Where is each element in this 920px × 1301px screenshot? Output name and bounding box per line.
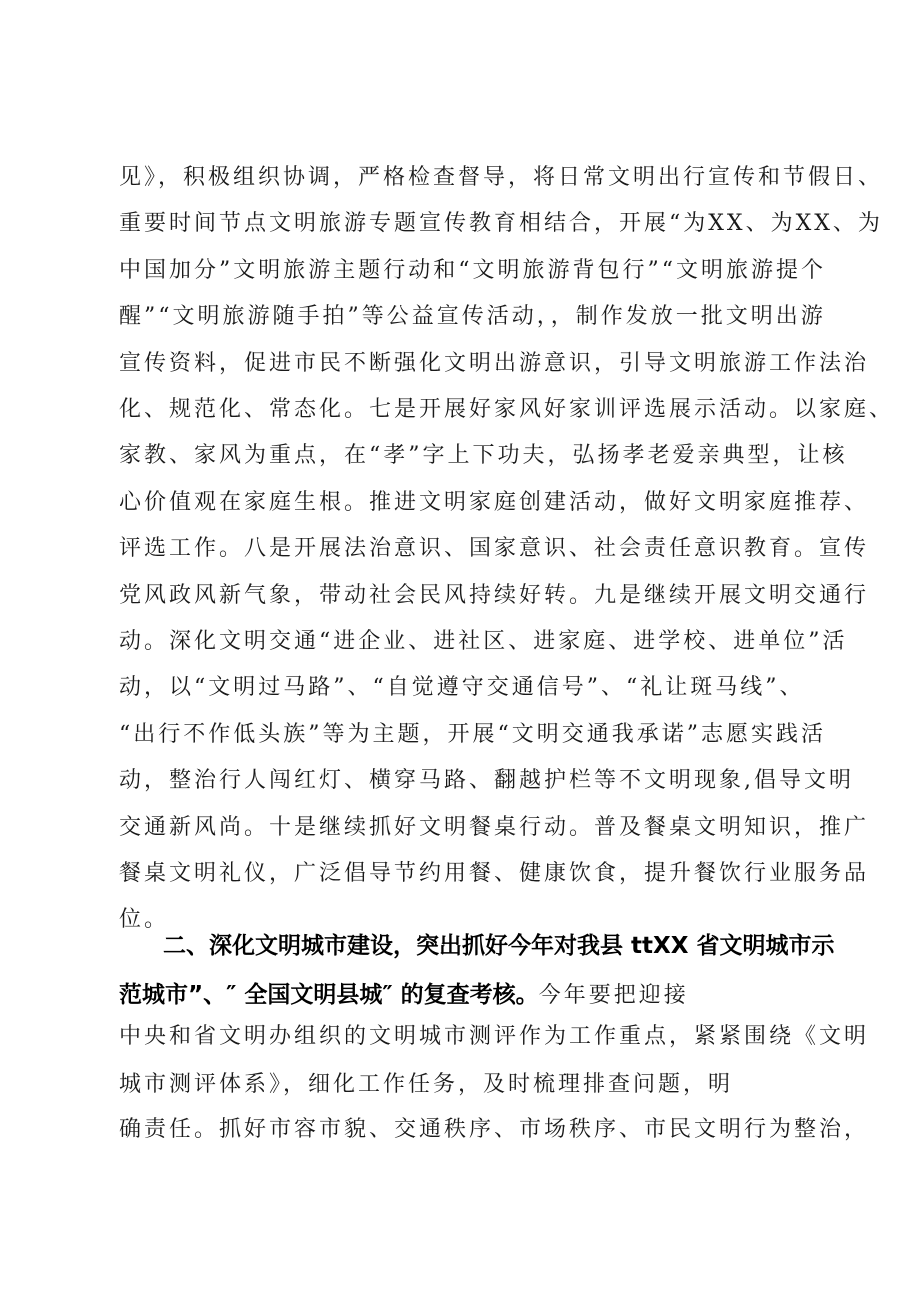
- section-heading-line-two: [119, 980, 689, 1011]
- paragraph-two-line: 中央和省文明办组织的文明城市测评作为工作重点，紧紧围绕《文明: [119, 1024, 870, 1049]
- paragraph-two-line: 城市测评体系》，细化工作任务，及时梳理排查问题，明: [119, 1072, 734, 1097]
- paragraph-one-line: 醒”“文明旅游随手拍”等公益宣传活动，，制作发放一批文明出游: [119, 304, 826, 329]
- paragraph-one-line: 位。: [119, 907, 170, 932]
- paragraph-one-line: 心价值观在家庭生根。推进文明家庭创建活动，做好文明家庭推荐、: [119, 490, 870, 515]
- section-heading-tail-text: 今年要把迎接: [538, 983, 689, 1008]
- paragraph-one-line: 化、规范化、常态化。七是开展好家风好家训评选展示活动。以家庭、: [119, 397, 895, 422]
- paragraph-one-line: 中国加分”文明旅游主题行动和“文明旅游背包行”“文明旅游提个: [119, 258, 826, 283]
- section-heading-line-one: 二、深化文明城市建设，突出抓好今年对我县 ttXX 省文明城市示: [163, 933, 835, 959]
- paragraph-two-line: 确责任。抓好市容市貌、交通秩序、市场秩序、市民文明行为整治，: [119, 1117, 870, 1142]
- paragraph-one-line: 家教、家风为重点，在“孝”字上下功夫，弘扬孝老爱亲典型，让核: [119, 443, 848, 468]
- section-heading-bold-text: 范城市”、″ 全国文明县城″ 的复查考核。: [119, 982, 539, 1008]
- paragraph-one-line: 重要时间节点文明旅游专题宣传教育相结合，开展“为XX、为XX、为: [119, 211, 883, 236]
- paragraph-one-line: “出行不作低头族”等为主题，开展“文明交通我承诺”志愿实践活: [119, 722, 826, 747]
- paragraph-one-line: 见》，积极组织协调，严格检查督导，将日常文明出行宣传和节假日、: [119, 165, 884, 190]
- paragraph-one-line: 动。深化文明交通“进企业、进社区、进家庭、进学校、进单位”活: [119, 629, 848, 654]
- paragraph-one-line: 餐桌文明礼仪，广泛倡导节约用餐、健康饮食，提升餐饮行业服务品: [119, 861, 870, 886]
- paragraph-one-line: 评选工作。八是开展法治意识、国家意识、社会责任意识教育。宣传: [119, 536, 870, 561]
- paragraph-one-line: 动，以“文明过马路”、“自觉遵守交通信号”、“礼让斑马线”、: [119, 675, 805, 700]
- paragraph-one-line: 交通新风尚。十是继续抓好文明餐桌行动。普及餐桌文明知识，推广: [119, 815, 870, 840]
- paragraph-one-line: 党风政风新气象，带动社会民风持续好转。九是继续开展文明交通行: [119, 583, 870, 608]
- paragraph-one-line: 宣传资料，促进市民不断强化文明出游意识，引导文明旅游工作法治: [119, 351, 870, 376]
- paragraph-one-line: 动，整治行人闯红灯、横穿马路、翻越护栏等不文明现象,倡导文明: [119, 768, 854, 793]
